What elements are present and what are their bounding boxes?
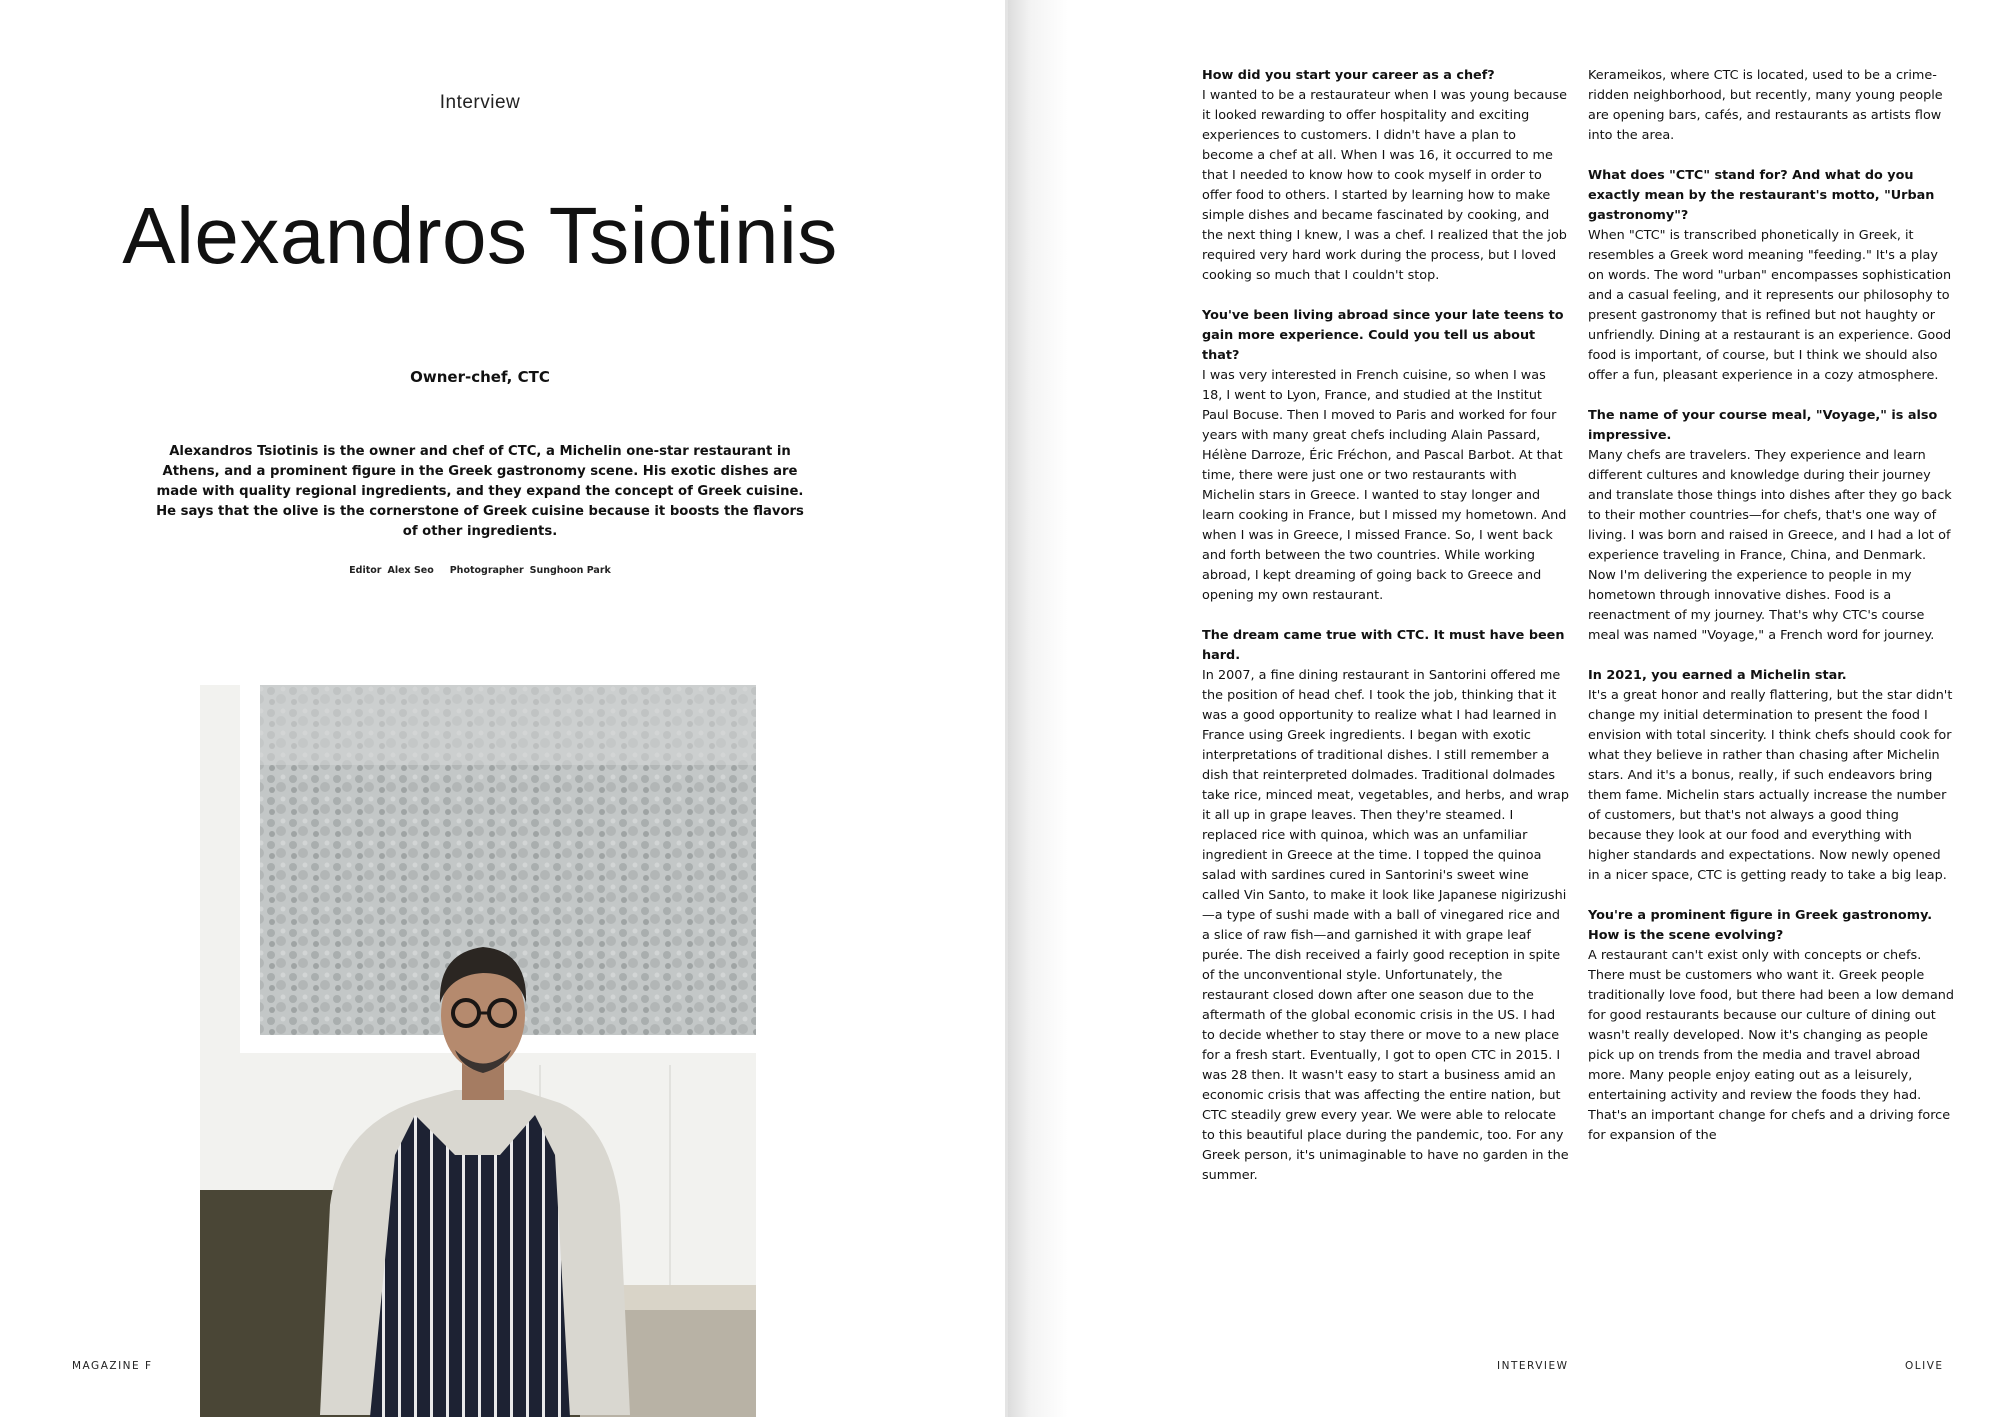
- qa-block: [1588, 666, 1956, 886]
- footer-right: OLIVE: [1905, 1360, 1944, 1372]
- question: You've been living abroad since your late teens to gain more experience. Could you tell us about that?: [1202, 308, 1564, 363]
- qa-block: [1202, 306, 1570, 606]
- page-title: Alexandros Tsiotinis: [122, 191, 838, 280]
- answer: When "CTC" is transcribed phonetically in Greek, it resembles a Greek word meaning "feeding." It's a play on words. The word "urban" encompasses sophistication and a casual feeling, and it represents our philosophy to present gastronomy that is refined but not haughty or unfriendly. Dining at a restaurant is an experience. Good food is important, of course, but I think we should also offer a fun, pleasant experience in a cozy atmosphere.: [1588, 228, 1952, 383]
- answer: It's a great honor and really flattering, but the star didn't change my initial determination to present the food I envision with total sincerity. I think chefs should cook for what they believe in rather than chasing after Michelin stars. And it's a bonus, really, if such endeavors bring them fame. Michelin stars actually increase the number of customers, but that's not always a good thing because they look at our food and everything with higher standards and expectations. Now newly opened in a nicer space, CTC is getting ready to take a big leap.: [1588, 688, 1953, 883]
- question: The name of your course meal, "Voyage," is also impressive.: [1588, 408, 1938, 443]
- footer-section: INTERVIEW: [1497, 1360, 1569, 1372]
- editor-name: Alex Seo: [387, 565, 434, 576]
- subtitle: Owner-chef, CTC: [410, 368, 550, 386]
- qa-block: [1202, 626, 1570, 1186]
- section-label: Interview: [439, 92, 521, 113]
- qa-block: [1588, 906, 1956, 1146]
- answer: I was very interested in French cuisine, so when I was 18, I went to Lyon, France, and studied at the Institut Paul Bocuse. Then I moved to Paris and worked for four years with many great chefs including Alain Passard, Hélène Darroze, Éric Fréchon, and Pascal Barbot. At that time, there were just one or two restaurants with Michelin stars in Greece. I wanted to stay longer and learn cooking in France, but I missed my hometown. And when I was in Greece, I missed France. So, I went back and forth between the two countries. While working abroad, I kept dreaming of going back to Greece and opening my own restaurant.: [1202, 368, 1567, 603]
- interview-column-2: [1588, 66, 1956, 1166]
- answer: Many chefs are travelers. They experience and learn different cultures and knowledge during their journey and translate those things into dishes after they go back to their mother countries—for chefs, that's one way of living. I was born and raised in Greece, and I had a lot of experience traveling in France, China, and Denmark. Now I'm delivering the experience to people in my hometown through innovative dishes. Food is a reenactment of my journey. That's why CTC's course meal was named "Voyage," a French word for journey.: [1588, 448, 1952, 643]
- question: The dream came true with CTC. It must have been hard.: [1202, 628, 1565, 663]
- portrait-illustration: [200, 685, 756, 1417]
- qa-block: [1588, 406, 1956, 646]
- chef-portrait-photo: [200, 685, 756, 1417]
- photographer-name: Sunghoon Park: [529, 565, 611, 576]
- interview-column-1: [1202, 66, 1570, 1206]
- striped-apron: [370, 1115, 570, 1417]
- answer: I wanted to be a restaurateur when I was young because it looked rewarding to offer hospitality and exciting experiences to customers. I didn't have a plan to become a chef at all. When I was 16, it occurred to me that I needed to know how to cook myself in order to offer food to others. I started by learning how to make simple dishes and became fascinated by cooking, and the next thing I knew, I was a chef. I realized that the job required very hard work during the process, but I loved cooking so much that I couldn't stop.: [1202, 88, 1568, 283]
- photographer-label: Photographer: [449, 565, 524, 576]
- left-page: [0, 0, 1005, 1417]
- editor-label: Editor: [349, 565, 382, 576]
- answer: In 2007, a fine dining restaurant in Santorini offered me the position of head chef. I took the job, thinking that it was a good opportunity to realize what I had learned in France using Greek ingredients. I began with exotic interpretations of traditional dishes. I still remember a dish that reinterpreted dolmades. Traditional dolmades take rice, minced meat, vegetables, and herbs, and wrap it all up in grape leaves. Then they're steamed. I replaced rice with quinoa, which was an unfamiliar ingredient in Greece at the time. I topped the quinoa salad with sardines cured in Santorini's sweet wine called Vin Santo, to make it look like Japanese nigirizushi—a type of sushi made with a ball of vinegared rice and a slice of raw fish—and garnished it with grape leaf purée. The dish received a fairly good reception in spite of the unconventional style. Unfortunately, the restaurant closed down after one season due to the aftermath of the global economic crisis in the US. I had to decide whether to stay there or move to a new place for a fresh start. Eventually, I got to open CTC in 2015. I was 28 then. It wasn't easy to start a business amid an economic crisis that was affecting the entire nation, but CTC steadily grew every year. We were able to relocate to this beautiful place during the pandemic, too. For any Greek person, it's unimaginable to have no garden in the summer.: [1202, 668, 1569, 1183]
- question: In 2021, you earned a Michelin star.: [1588, 668, 1847, 683]
- footer-magazine: MAGAZINE F: [72, 1360, 153, 1372]
- qa-block: [1588, 166, 1956, 386]
- credits: [0, 565, 960, 576]
- question: How did you start your career as a chef?: [1202, 68, 1495, 83]
- intro-paragraph: Alexandros Tsiotinis is the owner and chef of CTC, a Michelin one-star restaurant in Athens, and a prominent figure in the Greek gastronomy scene. His exotic dishes are made with quality regional ingredients, and they expand the concept of Greek cuisine. He says that the olive is the cornerstone of Greek cuisine because it boosts the flavors of other ingredients.: [156, 444, 804, 539]
- answer: A restaurant can't exist only with concepts or chefs. There must be customers who want it. Greek people traditionally love food, but there had been a low demand for good restaurants because our culture of dining out wasn't really developed. Now it's changing as people pick up on trends from the media and travel abroad more. Many people enjoy eating out as a leisurely, entertaining activity and review the foods they had. That's an important change for chefs and a driving force for expansion of the: [1588, 948, 1955, 1143]
- answer-continuation: Kerameikos, where CTC is located, used to be a crime-ridden neighborhood, but recently, many young people are opening bars, cafés, and restaurants as artists flow into the area.: [1588, 68, 1943, 143]
- question: What does "CTC" stand for? And what do you exactly mean by the restaurant's motto, "Urban gastronomy"?: [1588, 168, 1935, 223]
- qa-block: [1202, 66, 1570, 286]
- question: You're a prominent figure in Greek gastronomy. How is the scene evolving?: [1588, 908, 1933, 943]
